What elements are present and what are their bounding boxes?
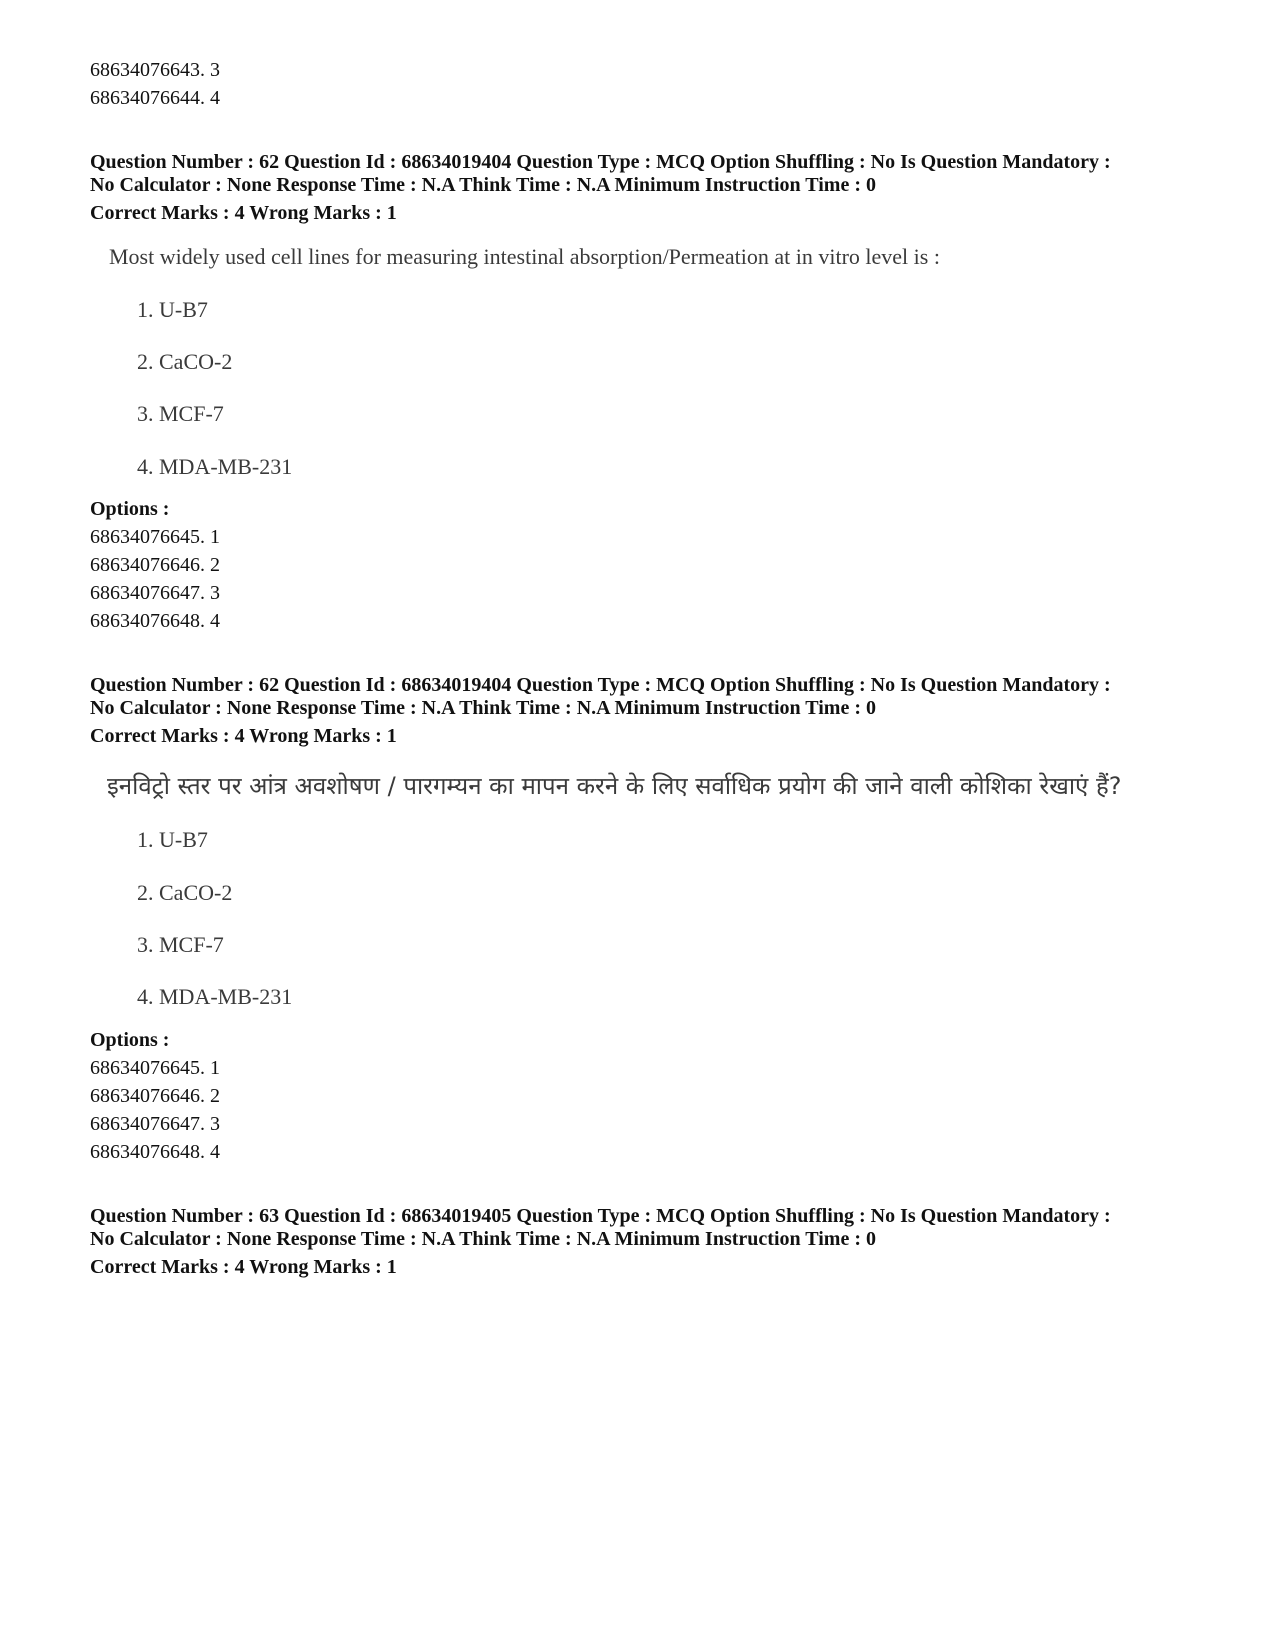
- option-line: 68634076644. 4: [90, 87, 220, 109]
- marks-line: Correct Marks : 4 Wrong Marks : 1: [90, 1256, 397, 1278]
- answer-choice: 2. CaCO-2: [137, 880, 233, 905]
- option-line: 68634076646. 2: [90, 1085, 220, 1107]
- answer-choice: 1. U-B7: [137, 297, 208, 322]
- question-meta: No Calculator : None Response Time : N.A Think Time : N.A Minimum Instruction Time : 0: [90, 1228, 876, 1250]
- options-label: Options :: [90, 1029, 170, 1051]
- answer-choice: 4. MDA-MB-231: [137, 984, 293, 1009]
- option-line: 68634076647. 3: [90, 1113, 220, 1135]
- answer-choice: 2. CaCO-2: [137, 349, 233, 374]
- answer-choice: 3. MCF-7: [137, 401, 224, 426]
- option-line: 68634076643. 3: [90, 59, 220, 81]
- option-line: 68634076648. 4: [90, 610, 220, 632]
- option-line: 68634076645. 1: [90, 1057, 220, 1079]
- option-line: 68634076646. 2: [90, 554, 220, 576]
- question-text: Most widely used cell lines for measuring intestinal absorption/Permeation at in vitro level is :: [109, 244, 940, 269]
- marks-line: Correct Marks : 4 Wrong Marks : 1: [90, 202, 397, 224]
- answer-choice: 3. MCF-7: [137, 932, 224, 957]
- question-meta: No Calculator : None Response Time : N.A Think Time : N.A Minimum Instruction Time : 0: [90, 697, 876, 719]
- marks-line: Correct Marks : 4 Wrong Marks : 1: [90, 725, 397, 747]
- question-meta: Question Number : 63 Question Id : 68634019405 Question Type : MCQ Option Shuffling : No Is Question Mandatory :: [90, 1205, 1111, 1227]
- answer-choice: 1. U-B7: [137, 827, 208, 852]
- option-line: 68634076645. 1: [90, 526, 220, 548]
- question-meta: Question Number : 62 Question Id : 68634019404 Question Type : MCQ Option Shuffling : No Is Question Mandatory :: [90, 674, 1111, 696]
- option-line: 68634076648. 4: [90, 1141, 220, 1163]
- question-text-hindi: इनविट्रो स्तर पर आंत्र अवशोषण / पारगम्यन का मापन करने के लिए सर्वाधिक प्रयोग की जाने वाली कोशिका रेखाएं हैं?: [107, 772, 1122, 800]
- options-label: Options :: [90, 498, 170, 520]
- answer-choice: 4. MDA-MB-231: [137, 454, 293, 479]
- question-meta: Question Number : 62 Question Id : 68634019404 Question Type : MCQ Option Shuffling : No Is Question Mandatory :: [90, 151, 1111, 173]
- question-meta: No Calculator : None Response Time : N.A Think Time : N.A Minimum Instruction Time : 0: [90, 174, 876, 196]
- option-line: 68634076647. 3: [90, 582, 220, 604]
